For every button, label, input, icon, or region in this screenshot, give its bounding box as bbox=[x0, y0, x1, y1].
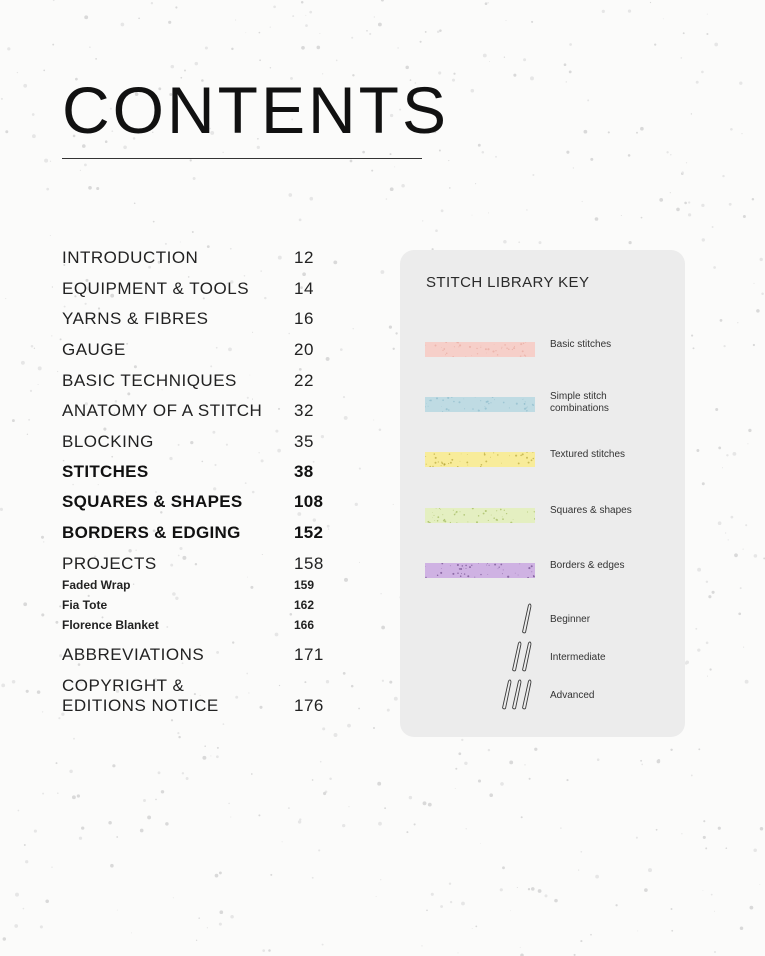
toc-entry-page-number: 16 bbox=[294, 309, 314, 328]
toc-entry-page-number: 108 bbox=[294, 492, 324, 511]
toc-entry-title: COPYRIGHT & EDITIONS NOTICE bbox=[62, 676, 219, 715]
toc-entry-page-number: 176 bbox=[294, 696, 324, 715]
toc-entry-page-number: 158 bbox=[294, 554, 324, 573]
skill-level-label: Beginner bbox=[550, 614, 591, 625]
toc-entry-page-number: 14 bbox=[294, 279, 314, 298]
toc-entry-title: GAUGE bbox=[62, 340, 126, 359]
double-hook-icon bbox=[511, 640, 537, 677]
table-of-contents bbox=[62, 0, 332, 956]
swatch-label: Textured stitches bbox=[550, 449, 626, 460]
triple-hook-icon bbox=[501, 678, 537, 715]
single-hook-icon bbox=[521, 602, 537, 639]
toc-entry-page-number: 38 bbox=[294, 462, 314, 481]
swatch-label: Basic stitches bbox=[550, 339, 612, 350]
toc-entry-page-number: 35 bbox=[294, 432, 314, 451]
swatch-label: Simple stitch combinations bbox=[550, 391, 609, 414]
toc-entry-title: SQUARES & SHAPES bbox=[62, 492, 243, 511]
toc-entry-page-number: 20 bbox=[294, 340, 314, 359]
toc-entry-title: EQUIPMENT & TOOLS bbox=[62, 279, 250, 298]
toc-entry-title: Faded Wrap bbox=[62, 578, 131, 592]
toc-entry-title: YARNS & FIBRES bbox=[62, 309, 209, 328]
toc-entry-title: Fia Tote bbox=[62, 598, 108, 612]
toc-entry-page-number: 159 bbox=[294, 578, 315, 592]
key-title: STITCH LIBRARY KEY bbox=[426, 274, 590, 291]
toc-entry-title: BASIC TECHNIQUES bbox=[62, 371, 237, 390]
toc-entry-title: BLOCKING bbox=[62, 432, 154, 451]
color-swatch bbox=[425, 563, 535, 578]
toc-entry-title: ABBREVIATIONS bbox=[62, 645, 205, 664]
toc-entry-page-number: 12 bbox=[294, 248, 314, 267]
color-swatch bbox=[425, 397, 535, 412]
stitch-library-key-panel bbox=[400, 250, 685, 737]
toc-entry-page-number: 166 bbox=[294, 618, 315, 632]
color-swatch bbox=[425, 452, 535, 467]
skill-level-label: Advanced bbox=[550, 690, 595, 701]
toc-entry-page-number: 171 bbox=[294, 645, 324, 664]
toc-entry-title: PROJECTS bbox=[62, 554, 157, 573]
swatch-label: Squares & shapes bbox=[550, 505, 632, 516]
toc-entry-title: Florence Blanket bbox=[62, 618, 159, 632]
page-title: CONTENTS bbox=[62, 73, 449, 147]
toc-entry-title: ANATOMY OF A STITCH bbox=[62, 401, 263, 420]
toc-entry-title: BORDERS & EDGING bbox=[62, 523, 241, 542]
swatch-label: Borders & edges bbox=[550, 560, 625, 571]
skill-level-label: Intermediate bbox=[550, 652, 606, 663]
toc-entry-title: INTRODUCTION bbox=[62, 248, 199, 267]
color-swatch bbox=[425, 342, 535, 357]
toc-entry-title: STITCHES bbox=[62, 462, 149, 481]
color-swatch bbox=[425, 508, 535, 523]
toc-entry-page-number: 152 bbox=[294, 523, 324, 542]
toc-entry-page-number: 22 bbox=[294, 371, 314, 390]
toc-entry-page-number: 32 bbox=[294, 401, 314, 420]
toc-entry-page-number: 162 bbox=[294, 598, 315, 612]
